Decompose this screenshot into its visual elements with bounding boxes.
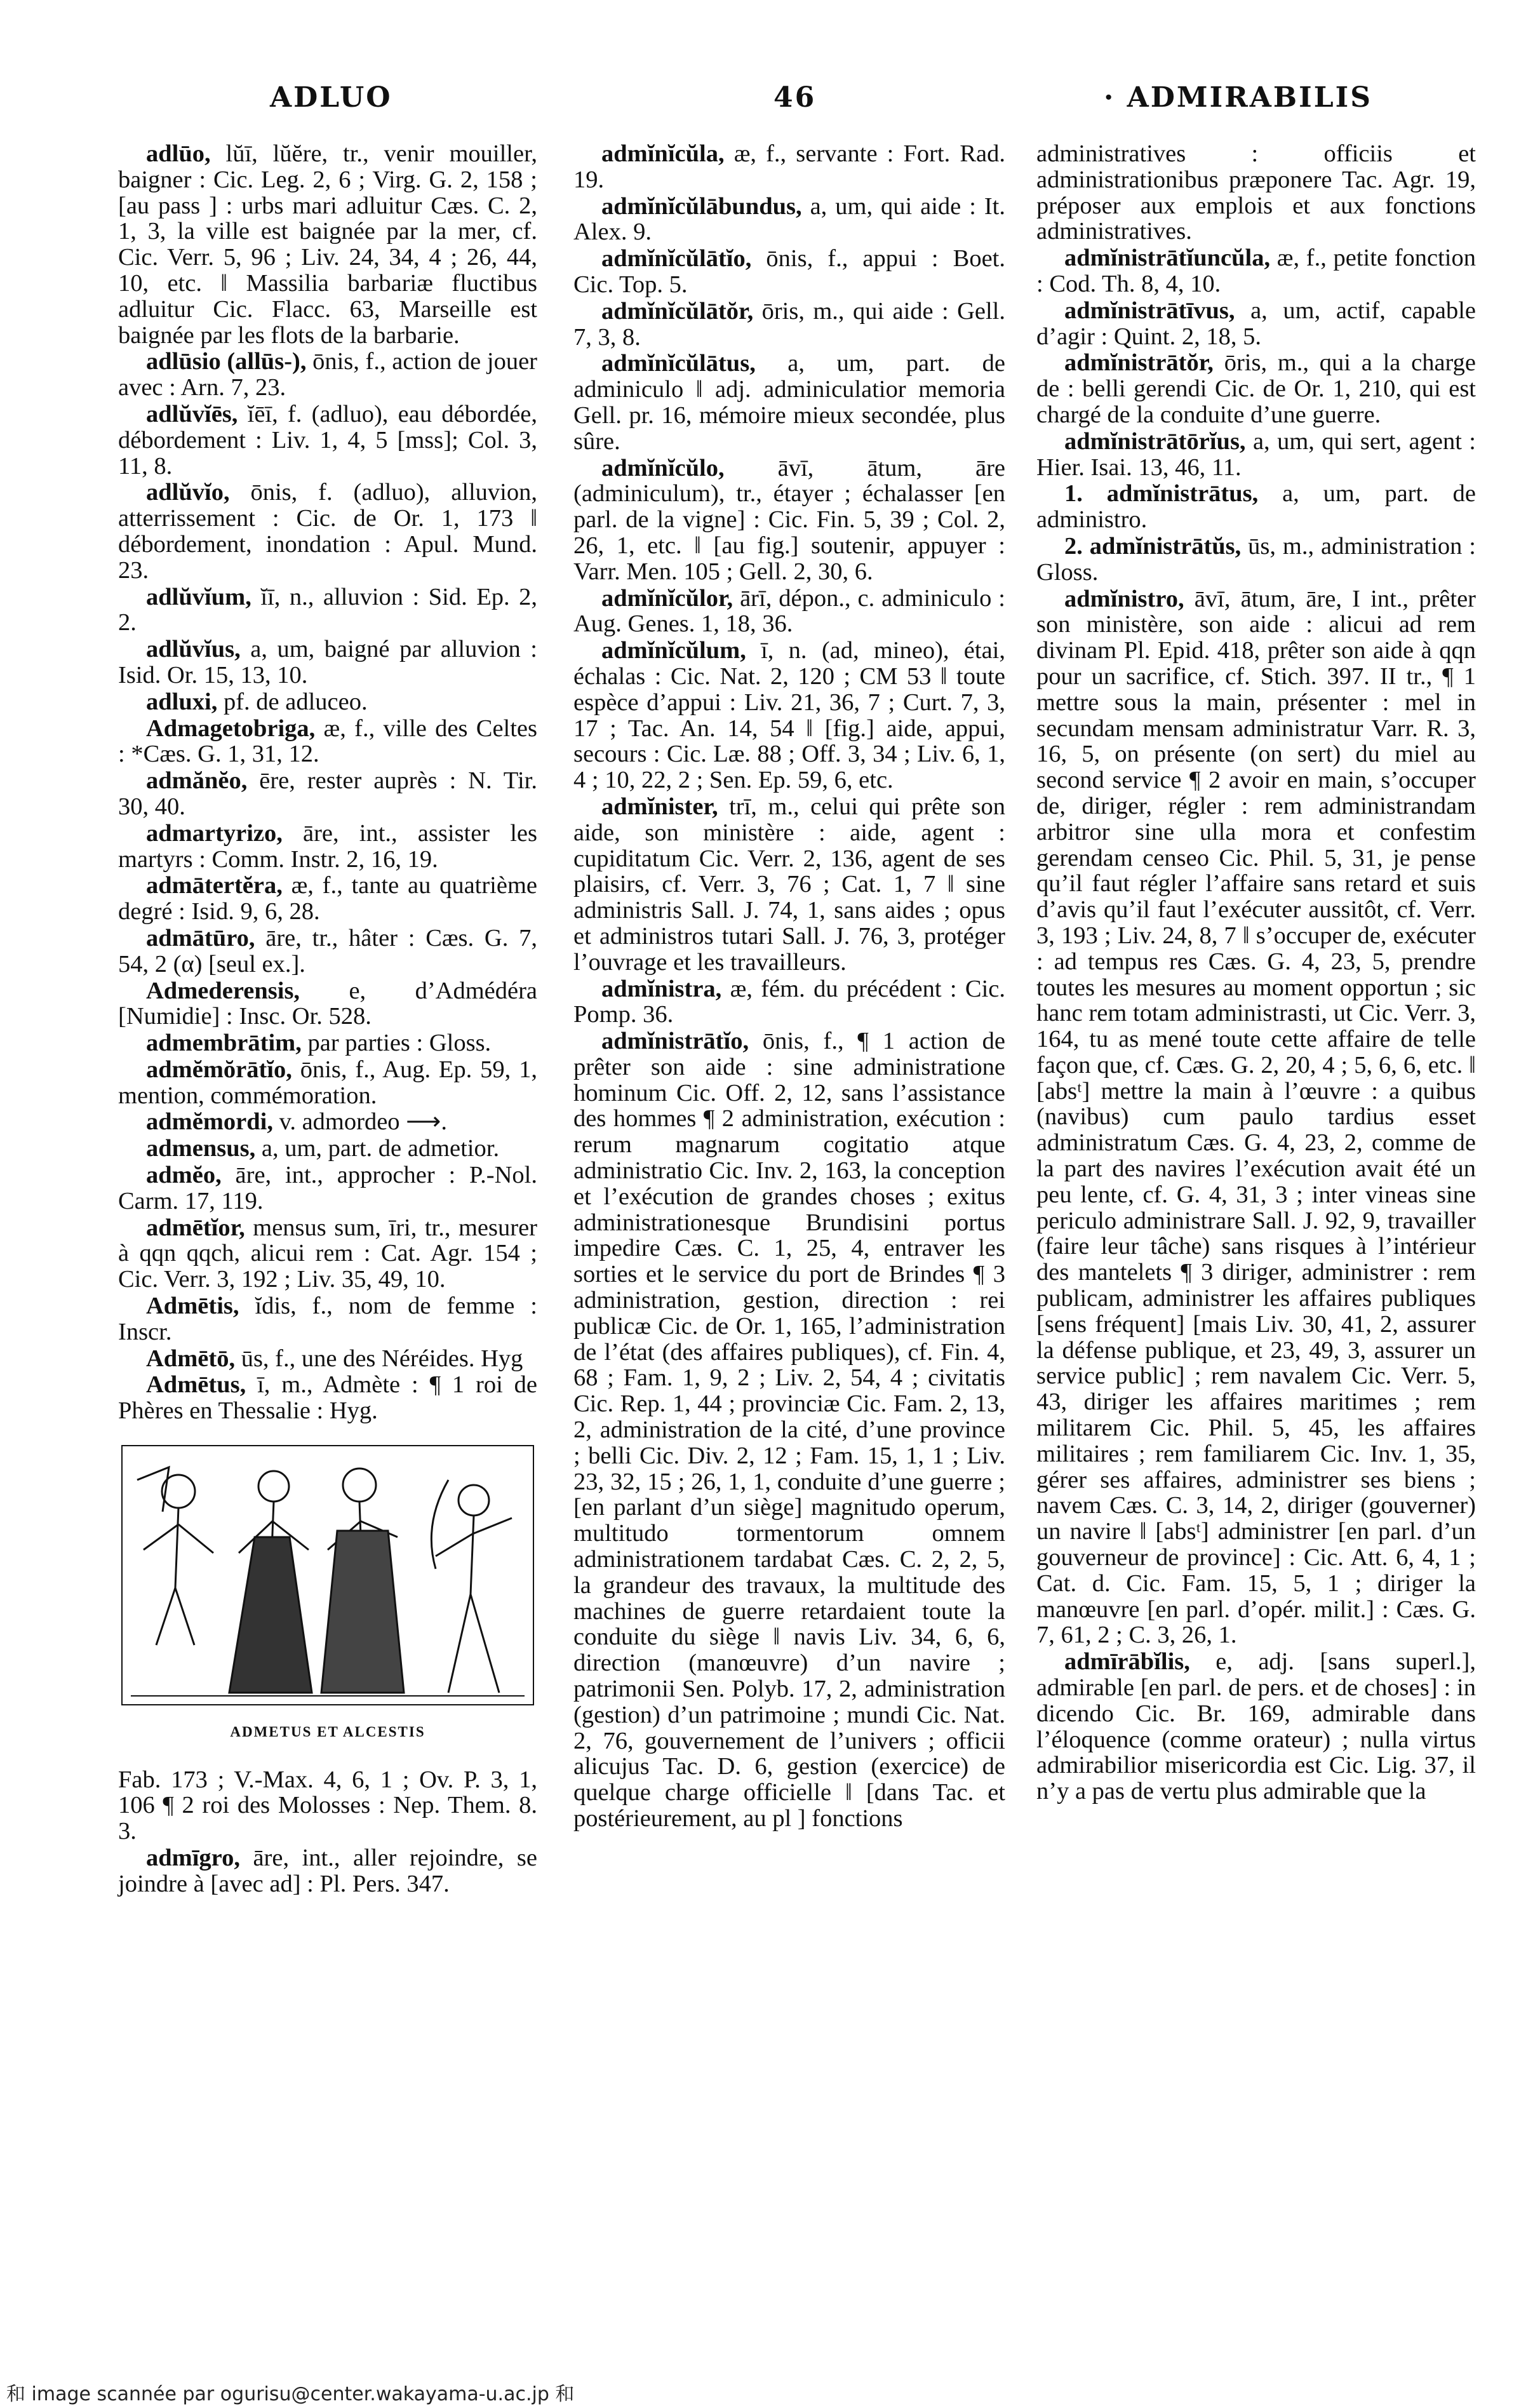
- entry-headword: admĕo,: [146, 1162, 222, 1189]
- dictionary-entry: admĭnistrātĭo, ōnis, f., ¶ 1 action de prêter son aide : sine administratione hominum Cic. Off. 2, 12, sans l’assistance des hommes ¶ 2 administration, exécution : rerum magnarum cogitatio atque administratio Cic. Inv. 2, 163, la conception et l’exécution de grandes choses ; exitus administrationesque Brundisini portus impedire Cæs. C. 1, 25, 4, entraver les sorties et le service du port de Brindes ¶ 3 administration, gestion, direction : rei publicæ Cic. de Or. 1, 165, l’administration de l’état (des affaires publiques), cf. Fin. 4, 68 ; Fam. 1, 9, 2 ; Liv. 2, 54, 4 ; civitatis Cic. Rep. 1, 44 ; provinciæ Cic. Fam. 2, 13, 2, administration de la cité, d’une province ; belli Cic. Div. 2, 12 ; Fam. 15, 1, 1 ; Liv. 23, 32, 15 ; 26, 1, 1, conduite d’une guerre ; [en parlant d’un siège] magnitudo operum, multitudo tormentorum omnem administrationem tardabat Cæs. C. 2, 2, 5, la grandeur des travaux, la multitude des machines de guerre retardaient toute la conduite du siège ‖ navis Liv. 34, 6, 6, direction (manœuvre) d’un navire ; patrimonii Sen. Polyb. 17, 2, administration (gestion) d’un patrimoine ; mundi Cic. Nat. 2, 76, gouvernement de l’univers ; officii alicujus Tac. D. 6, gestion (exercice) de quelque charge officielle ‖ [dans Tac. et postérieurement, au pl ] fonctions: [573, 1028, 1005, 1832]
- dictionary-entry: adlūo, lŭī, lŭĕre, tr., venir mouiller, baigner : Cic. Leg. 2, 6 ; Virg. G. 2, 158 ; [au pass ] : urbs mari adluitur Cæs. C. 2, 1, 3, la ville est baignée par la mer, cf. Cic. Verr. 5, 96 ; Liv. 24, 34, 4 ; 26, 44, 10, etc. ‖ Massilia barbariæ fluctibus adluitur Cic. Flacc. 63, Marseille est baignée par les flots de la barbarie.: [118, 140, 537, 349]
- dictionary-entry: Admētō, ūs, f., une des Néréides. Hyg: [146, 1345, 523, 1372]
- dictionary-entry: administratives : officiis et administrationibus præponere Tac. Agr. 19, préposer aux emplois et aux fonctions administratives.: [1036, 140, 1476, 245]
- entry-headword: admīrābĭlis,: [1064, 1648, 1190, 1676]
- entry-headword: admĭnistrātĭo,: [601, 1028, 749, 1055]
- dictionary-entry: admartyrizo, āre, int., assister les martyrs : Comm. Instr. 2, 16, 19.: [118, 819, 537, 873]
- dictionary-entry: Admagetobriga, æ, f., ville des Celtes : *Cæs. G. 1, 31, 12.: [118, 715, 537, 768]
- column-left: [118, 141, 537, 1898]
- entry-headword: admĭnĭcŭlātŏr,: [601, 297, 754, 325]
- entry-headword: admănĕo,: [146, 767, 248, 795]
- dictionary-entry: adluxi, pf. de adluceo.: [146, 688, 368, 715]
- entry-headword: admartyrizo,: [146, 819, 283, 847]
- dictionary-entry: admĕmŏrātĭo, ōnis, f., Aug. Ep. 59, 1, mention, commémoration.: [118, 1056, 537, 1109]
- entry-headword: adlŭvĭēs,: [146, 400, 238, 427]
- entry-headword: admĭnistro,: [1064, 585, 1184, 612]
- dictionary-entry: admĭnistra, æ, fém. du précédent : Cic. Pomp. 36.: [573, 975, 1005, 1028]
- dictionary-entry: admĭnistrātōrĭus, a, um, qui sert, agent : Hier. Isai. 13, 46, 11.: [1036, 427, 1476, 481]
- entry-headword: admĭnĭcŭlābundus,: [601, 192, 802, 220]
- entry-headword: admĭnĭcŭlor,: [601, 584, 733, 612]
- entry-headword: adlŭvĭus,: [146, 636, 241, 663]
- entry-headword: admĭnistrātĭuncŭla,: [1064, 245, 1271, 272]
- entry-headword: admĭnĭcŭla,: [601, 140, 725, 167]
- dictionary-entry: admĕmordi, v. admordeo ⟶.: [146, 1108, 447, 1136]
- running-head-left: ADLUO: [270, 81, 392, 114]
- dictionary-entry: admīgro, āre, int., aller rejoindre, se joindre à [avec ad] : Pl. Pers. 347.: [118, 1845, 537, 1897]
- dictionary-entry: Admederensis, e, d’Admédéra [Numidie] : Insc. Or. 528.: [118, 977, 537, 1030]
- dictionary-entry: admĭnĭcŭlo, āvī, ātum, āre (adminiculum), tr., étayer ; échalasser [en parl. de la vigne] : Cic. Fin. 5, 39 ; Col. 2, 26, 1, etc. ‖ [au fig.] soutenir, appuyer : Varr. Men. 105 ; Gell. 2, 30, 6.: [573, 454, 1005, 585]
- dictionary-entry: adlŭvĭum, ĭī, n., alluvion : Sid. Ep. 2, 2.: [118, 583, 537, 636]
- dictionary-entry: Fab. 173 ; V.-Max. 4, 6, 1 ; Ov. P. 3, 1, 106 ¶ 2 roi des Molosses : Nep. Them. 8. 3.: [118, 1766, 537, 1845]
- entry-headword: admĭnĭcŭlum,: [601, 637, 746, 664]
- dictionary-entry: admĭnĭcŭlum, ī, n. (ad, mineo), étai, échalas : Cic. Nat. 2, 120 ; CM 53 ‖ toute espèce d’appui : Liv. 21, 36, 7 ; Curt. 7, 3, 17 ; Tac. An. 14, 54 ‖ [fig.] aide, appui, secours : Cic. Læ. 88 ; Off. 3, 34 ; Liv. 6, 1, 4 ; 10, 22, 2 ; Sen. Ep. 59, 6, etc.: [573, 637, 1005, 794]
- dictionary-entry: admĭnistrātĭuncŭla, æ, f., petite fonction : Cod. Th. 8, 4, 10.: [1036, 245, 1476, 297]
- entry-headword: admĭnister,: [601, 793, 718, 820]
- dictionary-entry: admĭnĭcŭlābundus, a, um, qui aide : It. Alex. 9.: [573, 192, 1005, 246]
- entry-headword: adlūo,: [146, 140, 211, 167]
- dictionary-entry: 1. admĭnistrātus, a, um, part. de administro.: [1036, 480, 1476, 534]
- entry-headword: Admagetobriga,: [146, 715, 316, 742]
- entry-headword: admĭnĭcŭlātĭo,: [601, 245, 752, 272]
- entry-headword: admensus,: [146, 1135, 256, 1162]
- dictionary-entry: admĭnĭcŭlātĭo, ōnis, f., appui : Boet. Cic. Top. 5.: [573, 245, 1005, 298]
- entry-headword: admĕmŏrātĭo,: [146, 1056, 292, 1083]
- entry-headword: adluxi,: [146, 688, 218, 715]
- dictionary-entry: adlūsio (allūs-), ōnis, f., action de jouer avec : Arn. 7, 23.: [118, 348, 538, 401]
- dictionary-entry: admātūro, āre, tr., hâter : Cæs. G. 7, 54, 2 (α) [seul ex.].: [118, 924, 537, 978]
- dictionary-entry: admĭnistrātīvus, a, um, actif, capable d’agir : Quint. 2, 18, 5.: [1036, 297, 1476, 350]
- dictionary-entry: admātertĕra, æ, f., tante au quatrième degré : Isid. 9, 6, 28.: [118, 872, 537, 925]
- entry-headword: admātūro,: [146, 924, 255, 951]
- entry-headword: admĭnĭcŭlo,: [601, 454, 725, 481]
- entry-headword: admembrātim,: [146, 1030, 302, 1057]
- column-right: [1036, 141, 1476, 1805]
- entry-headword: Admētō,: [146, 1345, 236, 1372]
- entry-headword: Admētis,: [146, 1293, 239, 1320]
- entry-headword: admĭnistrātōrĭus,: [1064, 427, 1246, 455]
- dictionary-entry: Admētus, ī, m., Admète : ¶ 1 roi de Phères en Thessalie : Hyg.: [118, 1371, 537, 1425]
- dictionary-entry: admĭnister, trī, m., celui qui prête son aide, son ministère : aide, agent : cupiditatum Cic. Verr. 2, 136, agent de ses plaisirs, cf. Verr. 3, 76 ; Cat. 1, 7 ‖ sine administris Sall. J. 74, 1, sans aides ; opus et administros tutari Sall. J. 76, 3, protéger l’ouvrage et les travailleurs.: [573, 793, 1005, 976]
- entry-headword: admīgro,: [146, 1845, 240, 1872]
- entry-headword: 2. admĭnistrātŭs,: [1064, 532, 1242, 560]
- figure-caption: ADMETUS ET ALCESTIS: [230, 1723, 425, 1740]
- dictionary-entry: admĭnĭcŭlātus, a, um, part. de adminiculo ‖ adj. adminiculatior memoria Gell. pr. 16, mémoire mieux secondée, plus sûre.: [573, 350, 1005, 455]
- entry-headword: admātertĕra,: [146, 872, 283, 899]
- dictionary-entry: 2. admĭnistrātŭs, ūs, m., administration : Gloss.: [1036, 532, 1476, 586]
- entry-headword: adlūsio (allūs-),: [146, 348, 307, 375]
- dictionary-entry: adlŭvĭo, ōnis, f. (adluo), alluvion, atterrissement : Cic. de Or. 1, 173 ‖ débordement, inondation : Apul. Mund. 23.: [118, 479, 537, 584]
- dictionary-entry: Admētis, ĭdis, f., nom de femme : Inscr.: [118, 1293, 537, 1345]
- entry-headword: admētĭor,: [146, 1214, 245, 1241]
- dictionary-entry: admĭnĭcŭlātŏr, ōris, m., qui aide : Gell. 7, 3, 8.: [573, 297, 1005, 351]
- entry-headword: Admētus,: [146, 1371, 246, 1399]
- entry-headword: admĭnistrātŏr,: [1064, 349, 1214, 377]
- column-middle: [573, 141, 1005, 1832]
- entry-headword: admĭnistra,: [601, 975, 722, 1002]
- dictionary-entry: admĭnĭcŭla, æ, f., servante : Fort. Rad. 19.: [573, 140, 1005, 193]
- dictionary-entry: admensus, a, um, part. de admetior.: [146, 1135, 500, 1162]
- dictionary-entry: adlŭvĭus, a, um, baigné par alluvion : Isid. Or. 15, 13, 10.: [118, 636, 537, 689]
- entry-headword: admĕmordi,: [146, 1108, 273, 1136]
- entry-headword: Admederensis,: [146, 977, 300, 1004]
- entry-headword: adlŭvĭum,: [146, 583, 251, 610]
- dictionary-entry: adlŭvĭēs, ĭēī, f. (adluo), eau débordée, débordement : Liv. 1, 4, 5 [mss]; Col. 3, 11, 8.: [118, 400, 537, 480]
- page-number: 46: [773, 81, 817, 114]
- entry-headword: admĭnistrātīvus,: [1064, 297, 1235, 324]
- entry-headword: 1. admĭnistrātus,: [1064, 480, 1259, 507]
- dictionary-entry: admĭnistro, āvī, ātum, āre, I int., prêter son ministère, son aide : alicui ad rem divinam Pl. Epid. 418, prêter son aide à qqn pour un sacrifice, cf. Stich. 397. II tr., ¶ 1 mettre sous la main, présenter : mel in secundam mensam administratur Varr. R. 3, 16, 5, on présente (on sert) du miel au second service ¶ 2 avoir en main, s’occuper de, diriger, régler : rem administrandam arbitror sine ulla mora et confestim gerendam censeo Cic. Phil. 5, 31, je pense qu’il faut régler l’affaire sans retard et suis d’avis qu’il faut l’exécuter aussitôt, cf. Verr. 3, 193 ; Liv. 24, 8, 7 ‖ s’occuper de, exécuter : ad tempus res Cæs. G. 4, 23, 5, prendre toutes les mesures au moment opportun ; sic hanc rem totam administrasti, ut Cic. Verr. 3, 164, tu as mené toute cette affaire de telle façon que, cf. Cæs. G. 2, 20, 4 ; 5, 6, 6, etc. ‖ [absᵗ] mettre la main à l’œuvre : a quibus (navibus) cum paulo tardius esset administratum Cæs. G. 4, 23, 2, comme de la part des navires l’exécution avait été un peu lente, cf. G. 4, 31, 3 ; inter vineas sine periculo administrare Sall. J. 92, 9, travailler (faire leur tâche) sans risques à l’intérieur des mantelets ¶ 3 diriger, administrer : rem publicam, administrer les affaires publiques [sens fréquent] [mais Liv. 30, 41, 2, assurer la défense publique, et 23, 49, 3, assurer un service public] ; rem navalem Cic. Verr. 5, 43, diriger les affaires maritimes ; rem militarem Cic. Phil. 5, 45, les affaires militaires ; rem familiarem Cic. Inv. 1, 35, gérer ses affaires, administrer ses biens ; navem Cæs. C. 3, 14, 2, diriger (gouverner) un navire ‖ [absᵗ] administrer [en parl. d’un gouverneur de province] : Cic. Att. 6, 4, 1 ; Cat. d. Cic. Fam. 15, 5, 1 ; diriger la manœuvre [en parl. d’opér. milit.] : Cæs. G. 7, 61, 2 ; C. 3, 26, 1.: [1036, 585, 1476, 1649]
- dictionary-entry: admētĭor, mensus sum, īri, tr., mesurer à qqn qqch, alicui rem : Cat. Agr. 154 ; Cic. Verr. 3, 192 ; Liv. 35, 49, 10.: [118, 1214, 537, 1293]
- scan-credit: 和 image scannée par ogurisu@center.wakayama-u.ac.jp 和: [6, 2383, 575, 2405]
- dictionary-entry: admīrābĭlis, e, adj. [sans superl.], admirable [en parl. de pers. et de choses] : in dicendo Cic. Br. 169, admirable dans l’éloquence (comme orateur) ; nulla virtus admirabilior misericordia est Cic. Lig. 37, il n’y a pas de vertu plus admirable que la: [1036, 1648, 1476, 1805]
- entry-headword: adlŭvĭo,: [146, 479, 230, 506]
- dictionary-entry: admănĕo, ēre, rester auprès : N. Tir. 30, 40.: [118, 767, 537, 820]
- dictionary-entry: admĕo, āre, int., approcher : P.-Nol. Carm. 17, 119.: [118, 1162, 537, 1214]
- running-head-right: · ADMIRABILIS: [1104, 81, 1372, 114]
- dictionary-entry: admĭnĭcŭlor, ārī, dépon., c. adminiculo : Aug. Genes. 1, 18, 36.: [573, 584, 1005, 638]
- entry-headword: admĭnĭcŭlātus,: [601, 350, 756, 377]
- admetus-alcestis-illustration: [118, 1442, 537, 1709]
- dictionary-entry: admĭnistrātŏr, ōris, m., qui a la charge de : belli gerendi Cic. de Or. 1, 210, qui est chargé de la conduite d’une guerre.: [1036, 349, 1476, 428]
- figure: [118, 1442, 537, 1714]
- dictionary-entry: admembrātim, par parties : Gloss.: [146, 1030, 492, 1057]
